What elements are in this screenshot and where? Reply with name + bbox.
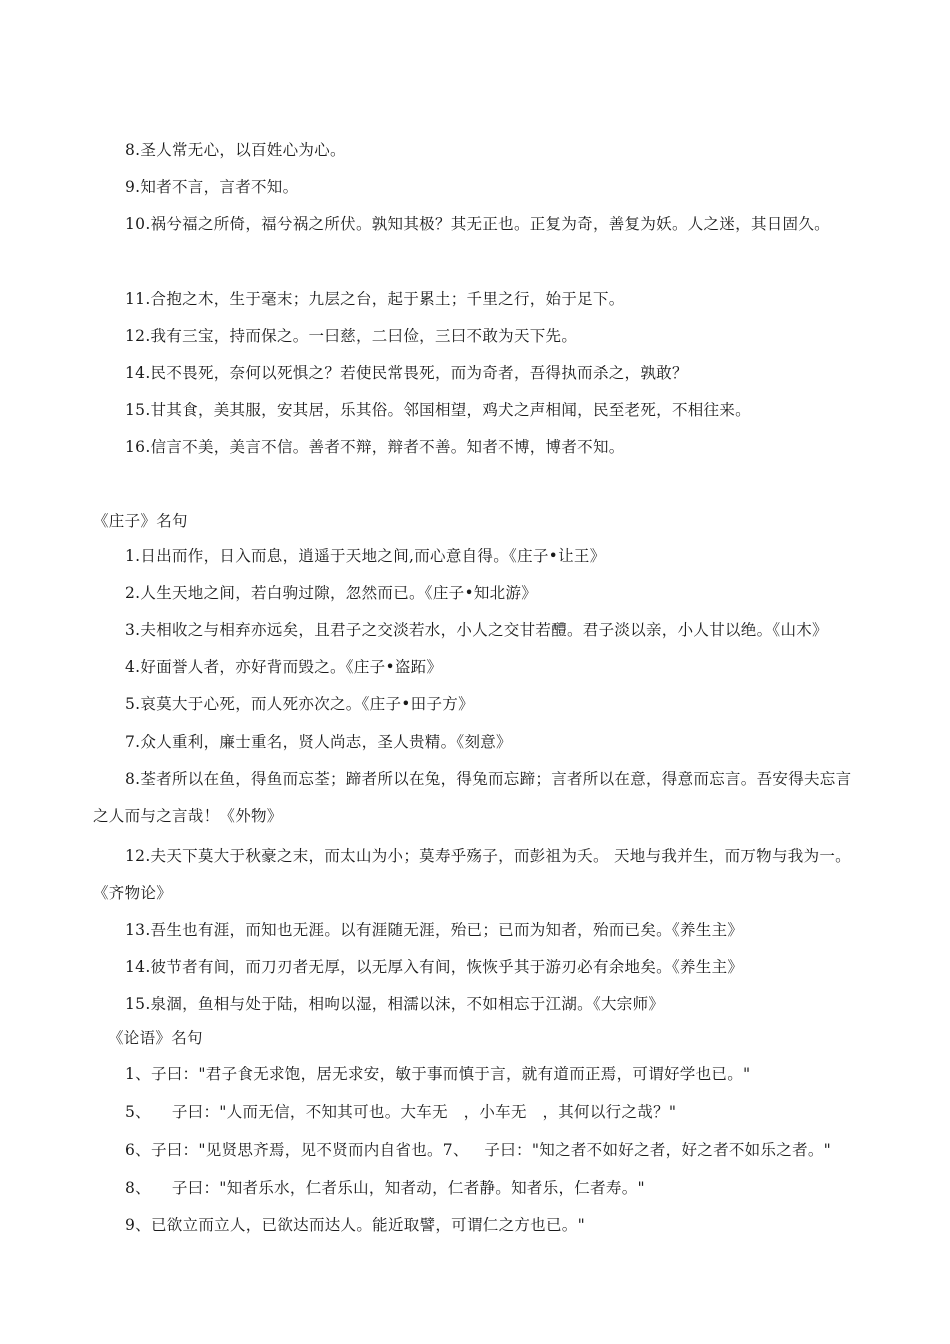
quote-line-continued: 《齐物论》 (93, 884, 173, 902)
quote-line: 1.日出而作，日入而息，逍遥于天地之间,而心意自得。《庄子•让王》 (125, 547, 606, 565)
quote-line: 8、 子曰："知者乐水，仁者乐山，知者动，仁者静。知者乐，仁者寿。" (125, 1179, 645, 1197)
quote-line-continued: 之人而与之言哉！《外物》 (93, 807, 283, 825)
quote-line: 2.人生天地之间，若白驹过隙，忽然而已。《庄子•知北游》 (125, 584, 538, 602)
quote-line: 5.哀莫大于心死，而人死亦次之。《庄子•田子方》 (125, 695, 474, 713)
section-heading-lunyu: 《论语》名句 (108, 1029, 203, 1047)
quote-line: 7.众人重利，廉士重名，贤人尚志，圣人贵精。《刻意》 (125, 733, 512, 751)
quote-line: 9、已欲立而立人，已欲达而达人。能近取譬，可谓仁之方也已。" (125, 1216, 585, 1234)
quote-line: 12.夫天下莫大于秋豪之末，而太山为小；莫寿乎殇子，而彭祖为夭。 天地与我并生，而万物与我为一。 (125, 847, 851, 865)
quote-line: 1、子曰："君子食无求饱，居无求安，敏于事而慎于言，就有道而正焉，可谓好学也已。" (125, 1065, 751, 1083)
quote-line: 6、子曰："见贤思齐焉，见不贤而内自省也。7、 子曰："知之者不如好之者，好之者不如乐之者。" (125, 1141, 832, 1159)
laozi-line: 12.我有三宝，持而保之。一曰慈，二曰俭，三曰不敢为天下先。 (125, 327, 578, 345)
laozi-line: 10.祸兮福之所倚，福兮祸之所伏。孰知其极？其无正也。正复为奇，善复为妖。人之迷，其日固久。 (125, 215, 830, 233)
laozi-line: 8.圣人常无心，以百姓心为心。 (125, 141, 346, 159)
laozi-line: 15.甘其食，美其服，安其居，乐其俗。邻国相望，鸡犬之声相闻，民至老死，不相往来。 (125, 401, 751, 419)
quote-line: 14.彼节者有间，而刀刃者无厚，以无厚入有间，恢恢乎其于游刃必有余地矣。《养生主》 (125, 958, 744, 976)
laozi-line: 11.合抱之木，生于毫末；九层之台，起于累土；千里之行，始于足下。 (125, 290, 625, 308)
quote-line: 4.好面誉人者，亦好背而毁之。《庄子•盗跖》 (125, 658, 443, 676)
section-heading-zhuangzi: 《庄子》名句 (93, 512, 188, 530)
laozi-line: 14.民不畏死，奈何以死惧之？若使民常畏死，而为奇者，吾得执而杀之，孰敢？ (125, 364, 688, 382)
laozi-line: 9.知者不言，言者不知。 (125, 178, 299, 196)
quote-line: 3.夫相收之与相弃亦远矣，且君子之交淡若水，小人之交甘若醴。君子淡以亲，小人甘以绝。《山木》 (125, 621, 828, 639)
quote-line: 13.吾生也有涯，而知也无涯。以有涯随无涯，殆已；已而为知者，殆而已矣。《养生主》 (125, 921, 744, 939)
laozi-line: 16.信言不美，美言不信。善者不辩，辩者不善。知者不博，博者不知。 (125, 438, 625, 456)
quote-line: 8.荃者所以在鱼，得鱼而忘荃；蹄者所以在兔，得兔而忘蹄；言者所以在意，得意而忘言。吾安得夫忘言 (125, 770, 852, 788)
quote-line: 15.泉涸，鱼相与处于陆，相呴以湿，相濡以沫，不如相忘于江湖。《大宗师》 (125, 995, 665, 1013)
quote-line: 5、 子曰："人而无信，不知其可也。大车无 ，小车无 ，其何以行之哉？" (125, 1103, 677, 1121)
